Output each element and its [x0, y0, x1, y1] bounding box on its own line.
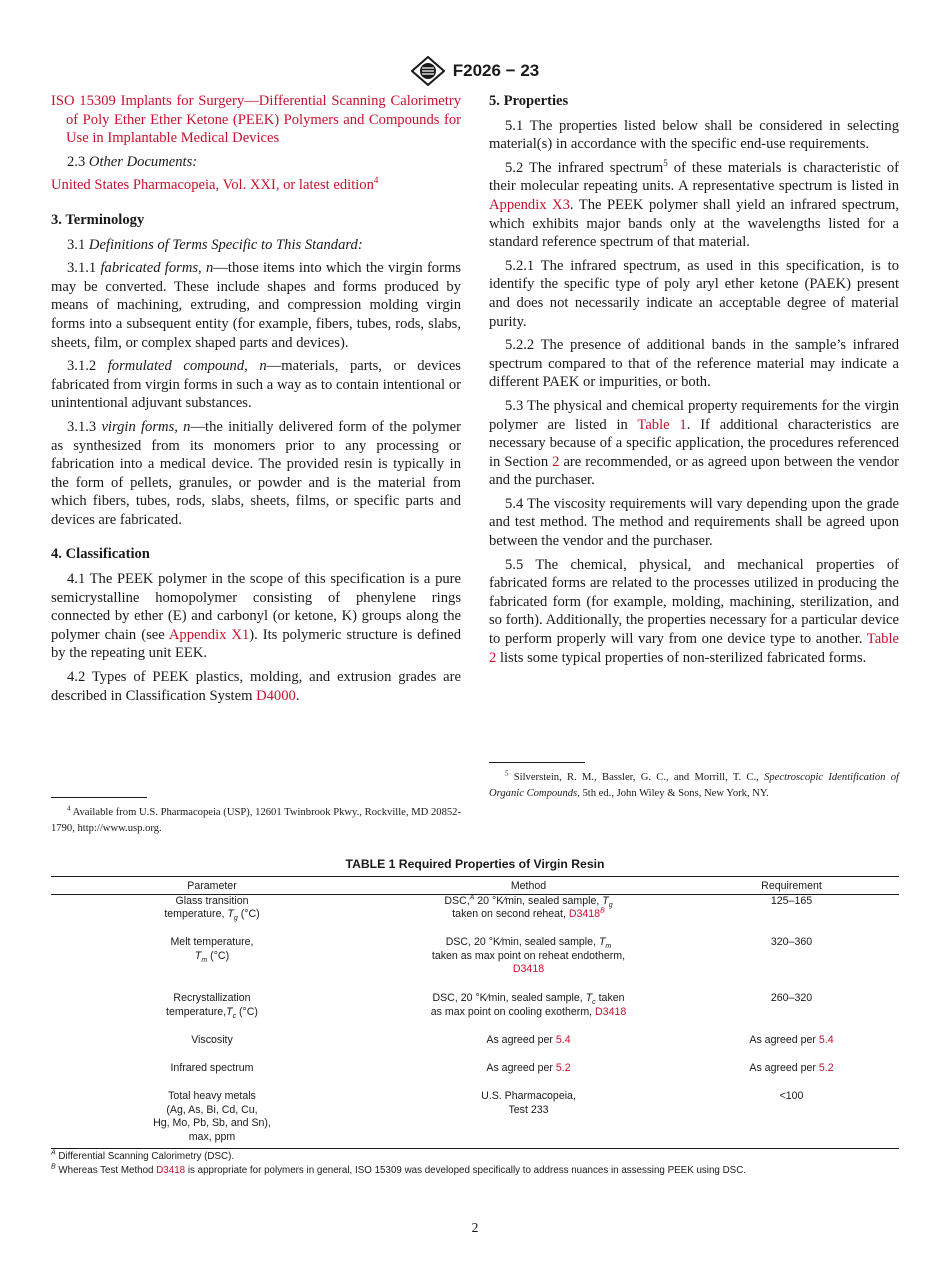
method-text: U.S. Pharmacopeia, — [481, 1090, 576, 1103]
section-4-1 — [51, 570, 461, 663]
parameter-cell: Viscosity — [191, 1034, 233, 1047]
d3418-link[interactable]: D3418 — [512, 963, 545, 976]
iso-reference-title[interactable]: Implants for Surgery—Differential Scanning Calorimetry of Poly Ether Ether Ketone (PEEK) Polymers and Compounds for Use in Implantable Medical Devices — [66, 93, 461, 147]
paragraph-text: . If additional characteristics are necessary because of a specific application, the procedures referenced in Section — [489, 416, 899, 470]
parameter-text: max, ppm — [188, 1130, 236, 1143]
paragraph-text: lists some typical properties of non-sterilized fabricated forms. — [496, 649, 867, 666]
requirement-cell — [684, 1034, 899, 1062]
page-number: 2 — [471, 1220, 479, 1235]
parameter-text: (°C) — [207, 949, 230, 962]
symbol: T — [598, 936, 606, 949]
usp-reference-text[interactable]: United States Pharmacopeia, Vol. XXI, or latest edition — [51, 177, 374, 194]
requirement-text: As agreed per — [749, 1034, 819, 1047]
method-text: 20 °K⁄min, sealed sample, — [474, 894, 603, 907]
method-text: DSC, 20 °K⁄min, sealed sample, — [432, 992, 586, 1005]
section-number: 2.3 — [67, 153, 86, 170]
parameter-text: Total heavy metals — [168, 1090, 256, 1103]
parameter-text: Hg, Mo, Pb, Sb, and Sn), — [153, 1117, 271, 1130]
standard-designation: F2026 − 23 — [452, 61, 540, 80]
section-5-3 — [489, 397, 899, 490]
symbol-subscript: g — [608, 901, 613, 909]
footnote-mark: 5 — [505, 769, 509, 778]
table-row — [51, 1090, 899, 1149]
method-text: As agreed per — [486, 1034, 556, 1047]
method-text: Test 233 — [508, 1103, 549, 1116]
section-5-5 — [489, 556, 899, 668]
method-text: taken as max point on reheat endotherm, — [431, 949, 626, 962]
footnote-mark: A — [51, 1149, 56, 1157]
parameter-cell — [51, 936, 373, 992]
d3418-link[interactable]: D3418 — [568, 908, 601, 921]
astm-logo-icon — [411, 56, 445, 86]
iso-reference — [51, 92, 461, 148]
footnote-ref-5[interactable]: 5 — [663, 157, 668, 168]
usp-reference[interactable] — [51, 176, 461, 195]
symbol-subscript: c — [232, 1012, 237, 1020]
table-row — [51, 936, 899, 992]
section-3-1-2 — [51, 357, 461, 413]
section-5-2-link[interactable]: 5.2 — [818, 1062, 834, 1075]
paragraph-text: . The PEEK polymer shall yield an infrared spectrum, which exhibits major bands only at the wavelengths listed for a standard reference spectrum of that material. — [489, 196, 899, 251]
method-text: taken — [595, 992, 625, 1005]
requirement-cell: <100 — [684, 1090, 899, 1149]
symbol-subscript: c — [592, 999, 596, 1007]
requirement-cell — [684, 1062, 899, 1090]
method-text: DSC, — [444, 894, 470, 907]
parameter-text: temperature, — [166, 1005, 227, 1018]
section-3-1 — [51, 236, 461, 255]
parameter-text: (°C) — [237, 908, 260, 921]
iso-reference-link[interactable]: ISO 15309 — [51, 93, 116, 109]
paragraph-text: 5.3 The physical and chemical property requirements for the virgin polymer are listed in — [489, 397, 899, 433]
section-3-1-1 — [51, 259, 461, 352]
table-1-link[interactable]: Table 1 — [637, 416, 687, 433]
symbol: T — [226, 1005, 233, 1018]
column-header-parameter: Parameter — [51, 877, 373, 895]
symbol: T — [602, 894, 609, 907]
table-footnote-a — [51, 1150, 899, 1163]
requirement-text: As agreed per — [749, 1062, 819, 1075]
defined-term: virgin forms, n — [101, 418, 191, 435]
paragraph-text: of these materials is characteristic of their molecular repeating units. A representative spectrum is listed in — [489, 159, 899, 195]
parameter-cell — [51, 1090, 373, 1149]
requirement-cell: 260–320 — [770, 992, 813, 1005]
paragraph-text: 4.2 Types of PEEK plastics, molding, and extrusion grades are described in Classification System — [51, 669, 461, 704]
section-5-4-link[interactable]: 5.4 — [555, 1034, 571, 1047]
method-cell — [373, 992, 684, 1034]
paragraph-text: . — [295, 687, 300, 704]
parameter-cell — [51, 992, 373, 1034]
right-column — [489, 92, 899, 672]
table-2-link[interactable]: Table 2 — [489, 631, 899, 666]
footnote-mark: 4 — [67, 804, 71, 813]
section-4-heading: 4. Classification — [51, 546, 150, 563]
section-4-2 — [51, 668, 461, 705]
symbol: T — [227, 908, 234, 921]
footnote-rule-left — [51, 797, 147, 798]
paragraph-text: 5.2 The infrared spectrum — [505, 159, 664, 176]
section-5-2-link[interactable]: 5.2 — [555, 1062, 571, 1075]
table-footnote-ref-b[interactable]: B — [600, 907, 605, 915]
paragraph-text: ). Its polymeric structure is defined by the repeating unit EEK. — [51, 626, 462, 662]
footnote-text: , 5th ed., John Wiley & Sons, New York, NY. — [577, 787, 769, 799]
section-5-heading: 5. Properties — [489, 93, 569, 109]
parameter-text: Melt temperature, — [170, 936, 254, 949]
symbol: T — [585, 992, 593, 1005]
footnote-rule-right — [489, 762, 585, 763]
section-5-4: 5.4 The viscosity requirements will vary depending upon the grade and test method. The method and requirements shall be agreed upon between the vendor and the purchaser. — [489, 495, 899, 550]
d3418-link[interactable]: D3418 — [595, 1005, 627, 1018]
parameter-cell — [51, 894, 373, 936]
method-text: taken on second reheat, — [452, 908, 569, 921]
section-title: Definitions of Terms Specific to This Standard: — [88, 236, 363, 253]
method-cell — [373, 1090, 684, 1149]
section-3-heading: 3. Terminology — [51, 211, 145, 228]
symbol: T — [194, 949, 202, 962]
table-row — [51, 1034, 899, 1062]
section-number: 3.1.2 — [67, 358, 97, 375]
parameter-text: (Ag, As, Bi, Cd, Cu, — [166, 1103, 258, 1116]
table-footnote-ref-a[interactable]: A — [469, 894, 475, 902]
section-number: 3.1.3 — [67, 418, 97, 435]
method-text: DSC, 20 °K⁄min, sealed sample, — [445, 936, 599, 949]
paragraph-text: are recommended, or as agreed upon between the vendor and the purchaser. — [489, 453, 899, 489]
section-5-2 — [489, 159, 899, 252]
d3418-link[interactable]: D3418 — [156, 1165, 186, 1176]
definition-text: —those items into which the virgin forms may be converted. These include shapes and forms produced by means of machining, extruding, and compression molding virgin forms into a subsequent entity (for example, fibers, tubes, rods, slabs, sheets, film, or complex shaped parts and devices). — [51, 260, 461, 351]
method-cell — [373, 1034, 684, 1062]
section-3-1-3 — [51, 418, 461, 530]
table-footnote-b — [51, 1164, 899, 1177]
defined-term: fabricated forms, n — [100, 260, 214, 277]
footnote-mark: B — [51, 1163, 56, 1171]
parameter-text: temperature, — [164, 908, 228, 921]
appendix-x1-link[interactable]: Appendix X1 — [168, 626, 250, 643]
symbol-subscript: g — [233, 915, 238, 923]
defined-term: formulated compound, n — [107, 358, 267, 375]
d4000-link[interactable]: D4000 — [256, 687, 296, 704]
symbol-subscript: m — [201, 956, 208, 964]
footnote-4 — [51, 805, 461, 836]
table-row — [51, 992, 899, 1034]
page-header — [0, 56, 950, 86]
book-title: Spectroscopic Identification of Organic Compounds — [489, 772, 899, 799]
definition-text: —the initially delivered form of the polymer as synthesized from its monomers prior to any processing or fabrication into a medical device. The provided resin is typically in the form of pellets, granules, or powder and is the material from which fibers, tubes, rods, slabs, sheets, films, or specific parts and devices are fabricated. — [51, 418, 461, 528]
table-header-row — [51, 877, 899, 895]
footnote-ref-4[interactable]: 4 — [373, 175, 379, 186]
definition-text: —materials, parts, or devices fabricated from virgin forms in such a way as to contain intentional or unintentional adjuvant substances. — [51, 358, 461, 412]
paragraph-text: 4.1 The PEEK polymer in the scope of this specification is a pure semicrystalline homopolymer consisting of phenylene rings connected by ether (E) and carbonyl (or ketone, K) groups along the polymer chain (see — [51, 571, 461, 643]
footnote-text: Silverstein, R. M., Bassler, G. C., and Morrill, T. C., — [508, 772, 765, 783]
parameter-cell: Infrared spectrum — [170, 1062, 254, 1075]
table-row — [51, 1062, 899, 1090]
requirement-cell: 320–360 — [770, 936, 813, 949]
section-number: 3.1 — [67, 236, 86, 253]
column-header-method: Method — [373, 877, 684, 895]
table-1-title: TABLE 1 Required Properties of Virgin Resin — [345, 857, 605, 871]
section-2-3 — [51, 153, 461, 172]
footnote-text: Available from U.S. Pharmacopeia (USP), 12601 Twinbrook Pkwy., Rockville, MD 20852-1790, http://www.usp.org. — [51, 807, 461, 834]
section-5-2-1: 5.2.1 The infrared spectrum, as used in this specification, is to identify the specific type of poly aryl ether ketone (PAEK) present and does not necessarily indicate an acceptable degree of material purity. — [489, 257, 899, 330]
symbol-subscript: m — [605, 943, 612, 951]
method-cell — [373, 1062, 684, 1090]
footnote-text: Whereas Test Method — [55, 1165, 157, 1176]
section-2-link[interactable]: 2 — [552, 453, 560, 470]
section-5-2-2: 5.2.2 The presence of additional bands in the sample’s infrared spectrum compared to that of the reference material may indicate a different PAEK or impurities, or both. — [489, 337, 899, 391]
section-number: 3.1.1 — [67, 260, 97, 277]
section-title: Other Documents: — [88, 153, 198, 170]
section-5-4-link[interactable]: 5.4 — [818, 1034, 834, 1047]
method-text: as max point on cooling exotherm, — [430, 1005, 596, 1018]
requirement-cell: 125–165 — [770, 894, 813, 907]
table-1 — [51, 876, 899, 1149]
section-5-1: 5.1 The properties listed below shall be considered in selecting material(s) in accordance with the specific end-use requirements. — [489, 117, 899, 153]
footnote-text: Differential Scanning Calorimetry (DSC). — [55, 1151, 235, 1162]
parameter-text: Recrystallization — [173, 992, 251, 1005]
paragraph-text: 5.5 The chemical, physical, and mechanical properties of fabricated forms are related to the processes utilized in producing the fabricated form (for example, molding, machining, sterilization, and so forth). Additionally, the properties necessary for a particular device to perform properly will vary from one device type to another. — [489, 556, 899, 648]
method-cell — [373, 894, 684, 936]
appendix-x3-link[interactable]: Appendix X3 — [489, 196, 570, 213]
method-text: As agreed per — [486, 1062, 556, 1075]
table-row — [51, 894, 899, 936]
footnote-text: is appropriate for polymers in general, ISO 15309 was developed specifically to address nuances in assessing PEEK using DSC. — [185, 1165, 747, 1176]
left-column — [51, 92, 461, 710]
parameter-text: (°C) — [236, 1005, 258, 1018]
footnote-5 — [489, 770, 899, 801]
column-header-requirement: Requirement — [684, 877, 899, 895]
parameter-text: Glass transition — [175, 894, 249, 907]
method-cell — [373, 936, 684, 992]
